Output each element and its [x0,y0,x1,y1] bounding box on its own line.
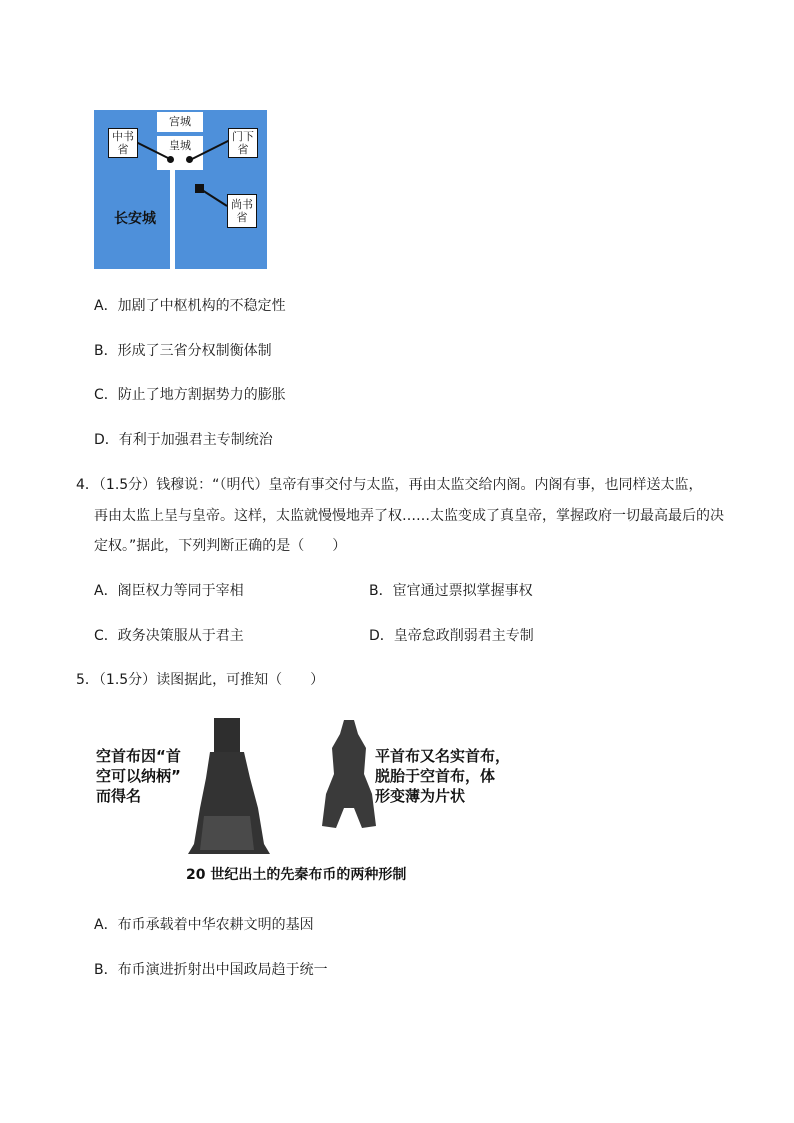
flat-head-caption: 平首布又名实首布， 脱胎于空首布，体 形变薄为片状 [375,747,511,805]
coin-figure [94,712,534,894]
palace-city-box: 宫城 [157,112,203,132]
q4-option-a[interactable]: A．阁臣权力等同于宰相 [94,583,244,599]
q5-option-b[interactable]: B．布币演进折射出中国政局趋于统一 [94,962,328,978]
menxia-sheng-label: 门下省 [228,128,258,158]
q3-option-b[interactable]: B．形成了三省分权制衡体制 [94,343,272,359]
q4-stem-line-3: 定权。”据此，下列判断正确的是（ ） [94,538,347,554]
figure-caption: 20 世纪出土的先秦布币的两种形制 [186,867,407,883]
q5-stem: 5．（1.5分）读图据此，可推知（ ） [76,672,325,688]
imperial-city-box: 皇城 [157,136,203,170]
q4-stem-line-1: 4．（1.5分）钱穆说：“（明代）皇帝有事交付与太监，再由太监交给内阁。内阁有事，也同样送太监， [76,477,703,493]
shangshu-sheng-label: 尚书省 [227,194,257,228]
changan-city-label: 长安城 [114,211,156,227]
q5-option-a[interactable]: A．布币承载着中华农耕文明的基因 [94,917,314,933]
zhongshu-sheng-label: 中书省 [108,128,138,158]
q3-option-a[interactable]: A．加剧了中枢机构的不稳定性 [94,298,286,314]
hollow-head-spade-coin-image [184,716,274,856]
shangshu-marker [195,184,204,193]
q4-option-d[interactable]: D．皇帝怠政削弱君主专制 [369,628,534,644]
q3-option-c[interactable]: C．防止了地方割据势力的膨胀 [94,387,286,403]
hollow-head-caption: 空首布因“首 空可以纳柄” 而得名 [96,747,181,805]
flat-head-spade-coin-image [314,716,384,836]
changan-city-map [94,110,267,269]
q4-option-b[interactable]: B．宦官通过票拟掌握事权 [369,583,533,599]
q4-option-c[interactable]: C．政务决策服从于君主 [94,628,244,644]
q4-stem-line-2: 再由太监上呈与皇帝。这样，太监就慢慢地弄了权……太监变成了真皇帝，掌握政府一切最高最后的决 [94,508,724,524]
q3-option-d[interactable]: D．有利于加强君主专制统治 [94,432,273,448]
